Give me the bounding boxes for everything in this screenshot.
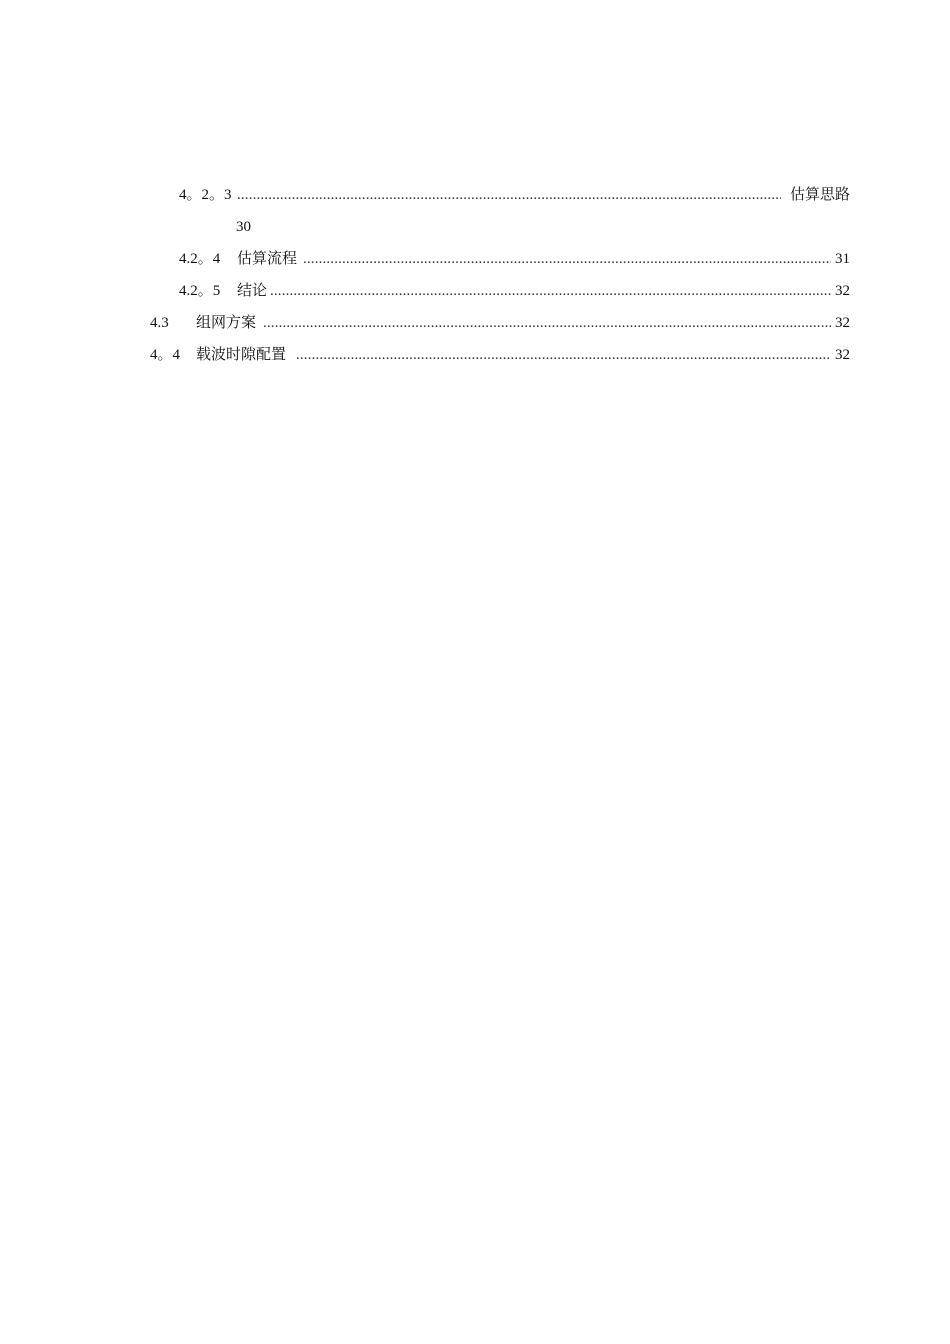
toc-entry-title: 估算思路 xyxy=(789,187,850,203)
toc-leader-dots xyxy=(270,280,831,302)
toc-entry-title: 估算流程 xyxy=(237,251,298,267)
toc-entry-title: 结论 xyxy=(237,283,268,299)
toc-entry-page: 30 xyxy=(236,219,251,235)
toc-entry-number: 4。4 xyxy=(150,347,181,363)
toc-entry-title: 载波时隙配置 xyxy=(196,347,287,363)
toc-leader-dots xyxy=(263,312,831,334)
toc-entry-page: 32 xyxy=(835,283,850,299)
toc-entry[interactable] xyxy=(0,184,950,206)
toc-leader-dots xyxy=(296,344,831,366)
toc-entry-number: 4.3 xyxy=(150,315,169,331)
toc-entry[interactable] xyxy=(0,344,950,366)
toc-entry-page: 32 xyxy=(835,315,850,331)
toc-leader-dots xyxy=(303,248,831,270)
toc-entry-page-wrap xyxy=(0,216,950,238)
toc-entry-page: 32 xyxy=(835,347,850,363)
toc-entry-number: 4。2。3 xyxy=(179,187,232,203)
toc-entry[interactable] xyxy=(0,312,950,334)
toc-entry-number: 4.2。4 xyxy=(179,251,221,267)
toc-entry-page: 31 xyxy=(835,251,850,267)
toc-entry-title: 组网方案 xyxy=(196,315,257,331)
toc-entry[interactable] xyxy=(0,248,950,270)
toc-entry[interactable] xyxy=(0,280,950,302)
toc-leader-dots xyxy=(237,184,781,206)
toc-entry-number: 4.2。5 xyxy=(179,283,221,299)
